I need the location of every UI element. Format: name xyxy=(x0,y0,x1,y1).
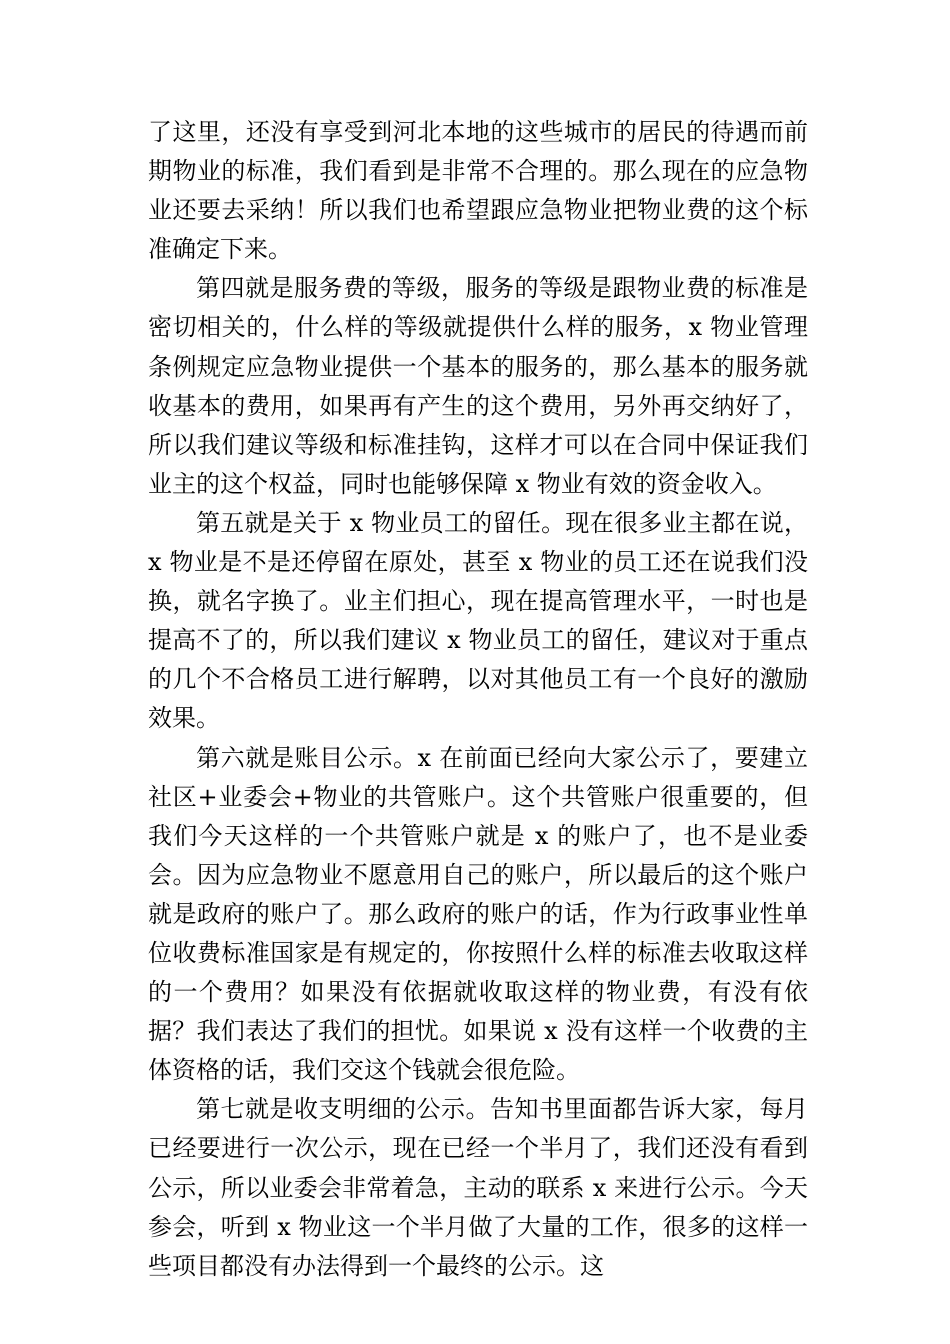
paragraph-3: 第五就是关于 x 物业员工的留任。现在很多业主都在说，x 物业是不是还停留在原处，甚至 x 物业的员工还在说我们没换，就名字换了。业主们担心，现在提高管理水平，一时也是提高不了的，所以我们建议 x 物业员工的留任，建议对于重点的几个不合格员工进行解聘，以对其他员工有一个良好的激励效果。 xyxy=(148,508,808,733)
document-body xyxy=(148,113,808,1286)
paragraph-2: 第四就是服务费的等级，服务的等级是跟物业费的标准是密切相关的，什么样的等级就提供什么样的服务，x 物业管理条例规定应急物业提供一个基本的服务的，那么基本的服务就收基本的费用，如果再有产生的这个费用，另外再交纳好了，所以我们建议等级和标准挂钩，这样才可以在合同中保证我们业主的这个权益，同时也能够保障 x 物业有效的资金收入。 xyxy=(148,274,808,498)
paragraph-4: 第六就是账目公示。x 在前面已经向大家公示了，要建立社区+业委会+物业的共管账户。这个共管账户很重要的，但我们今天这样的一个共管账户就是 x 的账户了，也不是业委会。因为应急物业不愿意用自己的账户，所以最后的这个账户就是政府的账户了。那么政府的账户的话，作为行政事业性单位收费标准国家是有规定的，你按照什么样的标准去收取这样的一个费用？如果没有依据就收取这样的物业费，有没有依据？我们表达了我们的担忧。如果说 x 没有这样一个收费的主体资格的话，我们交这个钱就会很危险。 xyxy=(148,743,808,1085)
paragraph-1: 了这里，还没有享受到河北本地的这些城市的居民的待遇而前期物业的标准，我们看到是非常不合理的。那么现在的应急物业还要去采纳！所以我们也希望跟应急物业把物业费的这个标准确定下来。 xyxy=(148,118,808,264)
paragraph-5: 第七就是收支明细的公示。告知书里面都告诉大家，每月已经要进行一次公示，现在已经一个半月了，我们还没有看到公示，所以业委会非常着急，主动的联系 x 来进行公示。今天参会，听到 x 物业这一个半月做了大量的工作，很多的这样一些项目都没有办法得到一个最终的公示。这 xyxy=(148,1095,808,1280)
